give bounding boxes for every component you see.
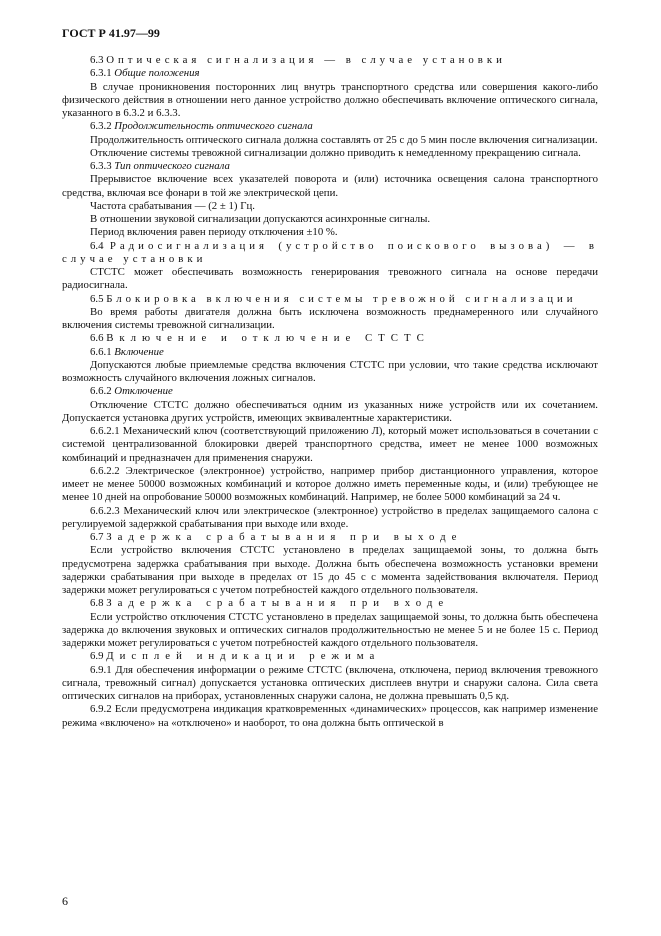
paragraph: Отключение системы тревожной сигнализации должно приводить к немедленному прекращению сигнала. [90, 146, 581, 159]
section-number: 6.8 [90, 597, 104, 610]
section-title: Блокировка включения системы тревожной сигнализации [106, 292, 577, 305]
subsection-title: Общие положения [114, 67, 200, 80]
subsection-number: 6.6.2 [90, 385, 112, 398]
section-number: 6.5 [90, 292, 104, 305]
paragraph: 6.6.2.1 Механический ключ (соответствующий приложению Л), который может использоваться в сочетании с системой централизованной блокировки дверей транспортного средства, имеет не менее 1000 возможных комбинаций и предназначен для применения снаружи. [62, 425, 598, 464]
subsection-title: Тип оптического сигнала [114, 160, 230, 172]
subsection-title: Продолжительность оптического сигнала [114, 120, 313, 133]
subsection-heading-6-3-2 [62, 120, 598, 133]
section-number: 6.7 [90, 531, 104, 543]
section-heading-6-5 [62, 293, 598, 306]
subsection-heading-6-6-2 [62, 385, 598, 398]
subsection-title: Включение [114, 345, 164, 358]
section-number: 6.6 [90, 332, 104, 345]
paragraph: Если устройство отключения СТСТС установлено в пределах защищаемой зоны, то должна быть обеспечена задержка до включения звуковых и оптических сигналов продолжительностью не менее 5 и не более 15 с. Период задержки может регулироваться с учетом потребностей каждого отдельного пользователя. [62, 610, 598, 649]
section-heading-6-6 [62, 332, 598, 345]
paragraph: В отношении звуковой сигнализации допускаются асинхронные сигналы. [90, 213, 431, 225]
subsection-heading-6-3-1 [62, 67, 598, 80]
section-number: 6.3 [90, 54, 104, 66]
section-title: Дисплей индикации режима [106, 650, 381, 663]
paragraph: Во время работы двигателя должна быть исключена возможность преднамеренного или случайного включения системы тревожной сигнализации. [62, 305, 598, 331]
section-title: Радиосигнализация (устройство поискового вызова) — в случае установки [62, 239, 598, 265]
paragraph: Допускаются любые приемлемые средства включения СТСТС при условии, что такие средства исключают возможность случайного включения ложных сигналов. [62, 358, 598, 384]
section-title: Оптическая сигнализация — в случае установки [106, 54, 506, 66]
paragraph: Отключение СТСТС должно обеспечиваться одним из указанных ниже устройств или их сочетанием. Допускается установка других устройств, имеющих эквивалентные характеристики. [62, 398, 598, 424]
paragraph: 6.9.2 Если предусмотрена индикация кратковременных «динамических» процессов, как например изменение режима «включено» на «отключено» и наоборот, то она должна быть оптической в [62, 703, 598, 729]
section-heading-6-7 [62, 531, 598, 544]
subsection-heading-6-3-3 [62, 160, 598, 173]
section-title: Включение и отключение СТСТС [106, 332, 430, 345]
subsection-number: 6.3.2 [90, 120, 112, 133]
paragraph: СТСТС может обеспечивать возможность генерирования тревожного сигнала на основе передачи радиосигнала. [62, 266, 598, 292]
paragraph: 6.6.2.2 Электрическое (электронное) устройство, например прибор дистанционного управления, которое имеет не менее 50000 возможных комбинаций и которое должно иметь переменные коды, и (или) требующее не менее 10 дней на опробование 50000 возможных комбинаций. Например, не более 5000 комбинаций за 24 ч. [62, 464, 598, 504]
section-heading-6-9 [62, 650, 598, 663]
section-number: 6.9 [90, 650, 104, 663]
paragraph: Частота срабатывания — (2 ± 1) Гц. [90, 199, 255, 212]
subsection-title: Отключение [114, 385, 173, 398]
paragraph: Если устройство включения СТСТС установлено в пределах защищаемой зоны, то должна быть предусмотрена задержка срабатывания при выходе. Должна быть обеспечена возможность установки времени задержки срабатывания при выходе в пределах от 15 до 45 с с момента задействования включателя. Период задержки может регулироваться с учетом потребностей каждого отдельного пользователя. [62, 544, 598, 596]
section-heading-6-4 [62, 240, 598, 267]
paragraph: Прерывистое включение всех указателей поворота и (или) источника освещения салона транспортного средства, включая все фонари в той же электрической цепи. [62, 173, 598, 199]
document-body [62, 54, 598, 730]
paragraph: 6.6.2.3 Механический ключ или электрическое (электронное) устройство в пределах защищаемого салона с регулируемой задержкой срабатывания при выходе или входе. [62, 504, 598, 530]
subsection-heading-6-6-1 [62, 346, 598, 359]
subsection-number: 6.6.1 [90, 345, 112, 358]
page-number: 6 [62, 894, 68, 908]
section-title: Задержка срабатывания при входе [106, 597, 450, 610]
section-number: 6.4 [90, 239, 104, 252]
paragraph: Период включения равен периоду отключения ±10 %. [90, 226, 338, 239]
subsection-number: 6.3.3 [90, 160, 112, 172]
page-header: ГОСТ Р 41.97—99 [62, 26, 160, 40]
paragraph: 6.9.1 Для обеспечения информации о режиме СТСТС (включена, отключена, период включения тревожного сигнала, тревожный сигнал) допускается установка оптических дисплеев внутри и снаружи салона. Сила света оптических сигналов на приборах, установленных снаружи салона, не должна превышать 0,5 кд. [62, 663, 598, 702]
section-heading-6-3 [62, 54, 598, 67]
subsection-number: 6.3.1 [90, 67, 112, 80]
paragraph: Продолжительность оптического сигнала должна составлять от 25 с до 5 мин после включения сигнализации. [90, 133, 598, 146]
section-heading-6-8 [62, 597, 598, 610]
section-title: Задержка срабатывания при выходе [106, 531, 463, 543]
paragraph: В случае проникновения посторонних лиц внутрь транспортного средства или совершения какого-либо физического действия в отношении него данное устройство должно обеспечивать включение оптического сигнала, указанного в 6.3.2 и 6.3.3. [62, 80, 598, 119]
